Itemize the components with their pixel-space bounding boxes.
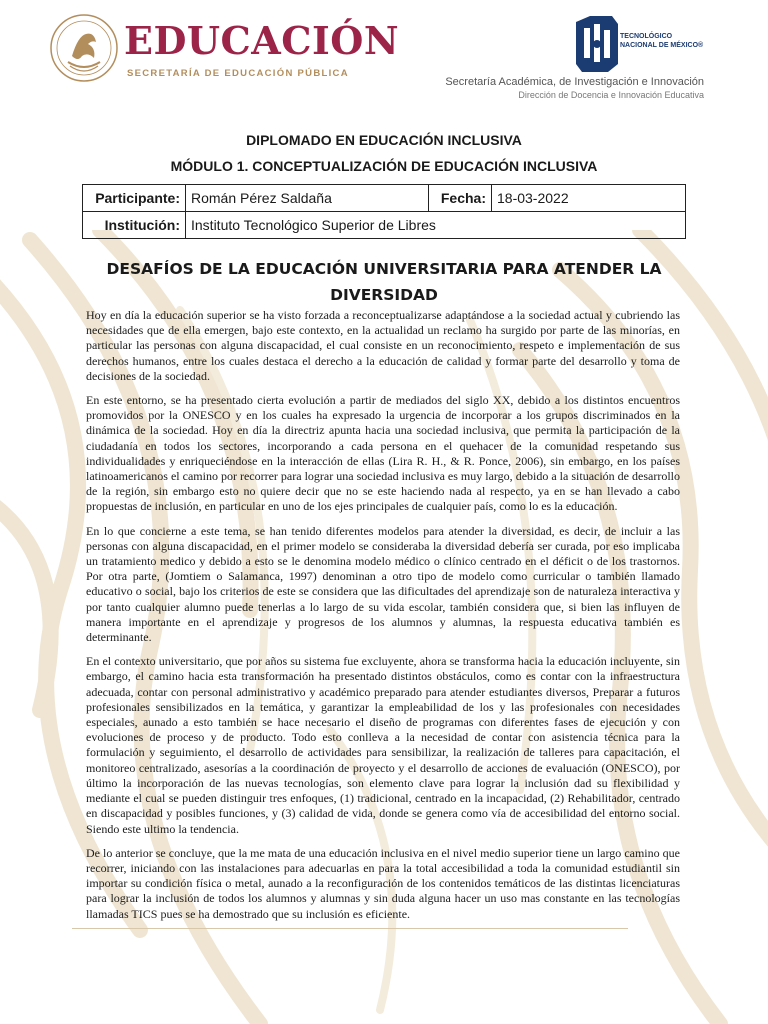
- tecnm-name-line2: NACIONAL DE MÉXICO®: [620, 42, 704, 49]
- essay-body: [86, 308, 680, 931]
- paragraph: En lo que concierne a este tema, se han tenido diferentes modelos para atender la diversidad, es decir, de incluir a las personas con alguna discapacidad, en el primer modelo se consideraba la diversidad debería ser curada, por eso implicaba un tratamiento medico y debido a esto se le denomina modelo médico o clínico centrado en el déficit o de los trastornos. Por otra parte, (Jomtiem o Salamanca, 1997) denominan a otro tipo de modelo como curricular o también llamado educativo o social, bajo los criterios de este se considera que las dificultades del aprendizaje son de naturaleza interactiva y por tanto cualquier alumno puede tenerlas a lo largo de su vida escolar, también considera que, si bien las influyen de manera importante en el aprendizaje y progresos de los alumnos y alumnas, la respuesta educativa también es determinante.: [86, 523, 680, 645]
- date-value: 18-03-2022: [492, 185, 686, 212]
- paragraph: De lo anterior se concluye, que la me mata de una educación inclusiva en el nivel medio superior tiene un largo camino que recorrer, iniciando con las instalaciones para adecuarlas en para la total accesibilidad a toda la comunidad estudiantil sin importar su condición física o metal, aunado a la reconfiguración de los contenidos temáticos de las distintas licenciaturas para lograr la inclusión de todos los alumnos y alumnas y sin duda alguna hacer un uso mas constante en las tecnologías llamadas TICS pues se ha demostrado que su inclusión es eficiente.: [86, 845, 680, 921]
- paragraph: En el contexto universitario, que por años su sistema fue excluyente, ahora se transforma hacia la educación incluyente, sin embargo, el camino hacia esta transformación ha presentado distintos obstáculos, como es contar con la infraestructura adecuada, contar con personal administrativo y académico preparado para atender estudiantes diversos, Preparar a futuros profesionales sensibilizados en la temática, y garantizar la empleabilidad de los y las profesionales con necesidades especiales, aunado a esto también se hace necesario el diseño de programas con diferentes fases de ejecución y con evoluciones de proceso y de producto. Todo esto conlleva a la necesidad de contar con asistencia técnica para la formulación y seguimiento, el desarrollo de actividades para sensibilizar, la realización de talleres para capacitación, el monitoreo centralizado, asesorías a la coordinación de proyecto y el desarrollo de acciones de evaluación (ONESCO), por último la incorporación de las nuevas tecnologías, son elemento clave para lograr la inclusión dad su flexibilidad y mediante el cual se pueden distinguir tres enfoques, (1) tradicional, centrado en la incapacidad, (2) Rehabilitador, centrado en discapacidad y posibles funciones, y (3) calidad de vida, donde se genera como vía de accesibilidad del entorno social. Siendo este ultimo la tendencia.: [86, 654, 680, 836]
- footer-divider: [72, 928, 628, 929]
- table-row: [83, 212, 686, 239]
- paragraph: Hoy en día la educación superior se ha visto forzada a reconceptualizarse adaptándose a la sociedad actual y cubriendo las necesidades que de ella emergen, bajo este contexto, en la actualidad un reclamo ha surgido por parte de las minorías, en particular las personas con alguna discapacidad, el cual consiste en un reconocimiento, respeto e implementación de sus derechos humanos, entre los cuales destaca el derecho a la educación de calidad y formar parte del desarrollo y toma de decisiones de la sociedad.: [86, 308, 680, 383]
- institution-value: Instituto Tecnológico Superior de Libres: [186, 212, 686, 239]
- participant-info-table: [82, 184, 686, 239]
- secretaria-academica: Secretaría Académica, de Investigación e Innovación: [445, 76, 704, 88]
- essay-title: DESAFÍOS DE LA EDUCACIÓN UNIVERSITARIA PARA ATENDER LA DIVERSIDAD: [106, 260, 662, 304]
- participant-value: Román Pérez Saldaña: [186, 185, 429, 212]
- participant-label: Participante:: [83, 185, 186, 212]
- direccion-docencia: Dirección de Docencia e Innovación Educativa: [518, 90, 704, 100]
- module-title: MÓDULO 1. CONCEPTUALIZACIÓN DE EDUCACIÓN INCLUSIVA: [170, 158, 598, 174]
- brand-title: EDUCACIÓN: [124, 18, 400, 63]
- table-row: [83, 185, 686, 212]
- date-label: Fecha:: [429, 185, 492, 212]
- tecnm-name: [620, 32, 703, 50]
- tecnm-name-line1: TECNOLÓGICO: [620, 33, 673, 40]
- brand-subtitle: SECRETARÍA DE EDUCACIÓN PÚBLICA: [127, 68, 349, 79]
- paragraph: En este entorno, se ha presentado cierta evolución a partir de mediados del siglo XX, debido a los distintos encuentros promovidos por la ONESCO y en los cuales ha expresado la urgencia de incorporar a los grupos discriminados en la dinámica de la sociedad. Hoy en día la directriz apunta hacia una sociedad inclusiva, que permita la participación de la ciudadanía en todos los sectores, incorporando a cada persona en el quehacer de la comunidad respetando sus individualidades y enriqueciéndose en la interacción de ellas (Lira R. H., & R. Ponce, 2006), sin embargo, en los países latinoamericanos el camino por recorrer para lograr una sociedad inclusiva es muy largo, debido a la situación de desarrollo de la región, sin embargo esto no quiere decir que no se este haciendo nada al respecto, ya en se han llevado a cabo propuestas de inclusión, en particular en uno de los ejes principales de cualquier país, como lo es la educación.: [86, 393, 680, 514]
- program-title: DIPLOMADO EN EDUCACIÓN INCLUSIVA: [246, 132, 522, 148]
- mexico-seal-icon: [48, 12, 120, 84]
- institution-label: Institución:: [83, 212, 186, 239]
- sep-logo: [48, 12, 400, 88]
